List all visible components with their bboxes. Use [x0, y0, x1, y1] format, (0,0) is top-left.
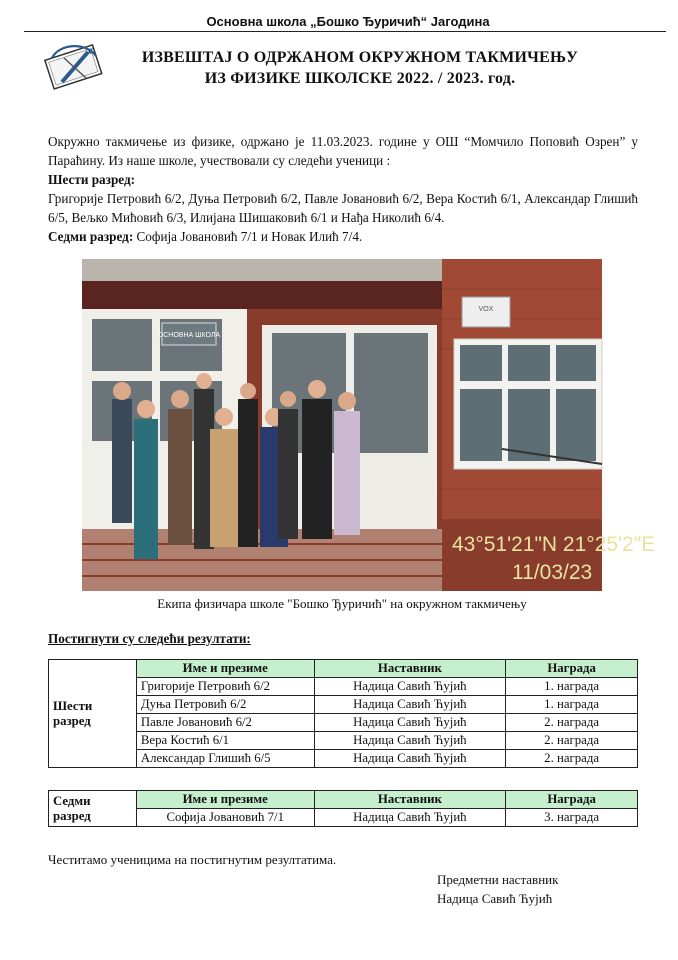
- ac-brand: VOX: [478, 306, 494, 313]
- signature-block: [437, 870, 558, 908]
- header-teacher: Наставник: [314, 660, 506, 678]
- sixth-grade-label: Шести разред:: [48, 172, 136, 187]
- table-row: [49, 678, 638, 696]
- table-row: [49, 732, 638, 750]
- sixth-grade-label-line-2: разред: [53, 713, 91, 728]
- header-teacher: Наставник: [314, 791, 506, 809]
- header-name: Име и презиме: [136, 791, 314, 809]
- student-name: Софија Јовановић 7/1: [136, 809, 314, 827]
- sixth-grade-label-line-1: Шести: [53, 698, 93, 713]
- header-divider: [24, 31, 666, 32]
- gps-stamp: 43°51'21"N 21°25'2"E: [452, 533, 656, 556]
- student-name: Павле Јовановић 6/2: [136, 714, 314, 732]
- award: 2. награда: [506, 750, 638, 768]
- award: 1. награда: [506, 678, 638, 696]
- student-name: Вера Костић 6/1: [136, 732, 314, 750]
- table-row: [49, 714, 638, 732]
- teacher-name: Надица Савић Ћујић: [314, 678, 506, 696]
- sixth-grade-students: Григорије Петровић 6/2, Дуња Петровић 6/2, Павле Јовановић 6/2, Вера Костић 6/1, Александар Глишић 6/5, Вељко Мићовић 6/3, Илијана Шишаковић 6/1 и Нађа Николић 6/4.: [48, 191, 638, 225]
- photo-caption: Екипа физичара школе "Бошко Ђуричић" на окружном такмичењу: [157, 596, 527, 611]
- team-photo: [82, 259, 656, 591]
- award: 1. награда: [506, 696, 638, 714]
- date-stamp: 11/03/23: [512, 561, 593, 584]
- student-name: Григорије Петровић 6/2: [136, 678, 314, 696]
- seventh-grade-label-line-2: разред: [53, 808, 91, 823]
- award: 2. награда: [506, 732, 638, 750]
- teacher-name: Надица Савић Ћујић: [314, 750, 506, 768]
- student-name: Дуња Петровић 6/2: [136, 696, 314, 714]
- table-row: [49, 809, 638, 827]
- document-title: [120, 47, 600, 89]
- header-award: Награда: [506, 791, 638, 809]
- award: 2. награда: [506, 714, 638, 732]
- school-header: Основна школа „Бошко Ђуричић“ Јагодина: [206, 14, 490, 29]
- title-line-2: ИЗ ФИЗИКЕ ШКОЛСКЕ 2022. / 2023. год.: [204, 70, 516, 87]
- seventh-grade-label: Седми разред:: [48, 229, 134, 244]
- student-name: Александар Глишић 6/5: [136, 750, 314, 768]
- header-name: Име и презиме: [136, 660, 314, 678]
- results-heading: Постигнути су следећи резултати:: [48, 631, 251, 646]
- teacher-name: Надица Савић Ћујић: [314, 732, 506, 750]
- photo-sign: ОСНОВНА ШКОЛА: [157, 332, 221, 339]
- congratulations-text: Честитамо ученицима на постигнутим резултатима.: [48, 852, 337, 867]
- sixth-grade-table: [48, 659, 638, 768]
- seventh-grade-table: [48, 790, 638, 827]
- signature-role: Предметни наставник: [437, 872, 559, 887]
- intro-text: [48, 132, 638, 246]
- seventh-grade-label-line-1: Седми: [53, 793, 91, 808]
- table-header-row: [49, 660, 638, 678]
- school-logo: [40, 38, 106, 94]
- header-award: Награда: [506, 660, 638, 678]
- title-line-1: ИЗВЕШТАЈ О ОДРЖАНОМ ОКРУЖНОМ ТАКМИЧЕЊУ: [141, 49, 579, 66]
- table-row: [49, 750, 638, 768]
- intro-paragraph: Окружно такмичење из физике, одржано је 11.03.2023. године у ОШ “Момчило Поповић Озрен” у Параћину. Из наше школе, учествовали су следећи ученици :: [48, 134, 638, 168]
- teacher-name: Надица Савић Ћујић: [314, 809, 506, 827]
- teacher-name: Надица Савић Ћујић: [314, 714, 506, 732]
- seventh-grade-cell: [49, 791, 137, 827]
- table-header-row: [49, 791, 638, 809]
- signature-name: Надица Савић Ћујић: [437, 891, 553, 906]
- seventh-grade-students: Софија Јовановић 7/1 и Новак Илић 7/4.: [133, 229, 363, 244]
- teacher-name: Надица Савић Ћујић: [314, 696, 506, 714]
- award: 3. награда: [506, 809, 638, 827]
- sixth-grade-cell: [49, 660, 137, 768]
- table-row: [49, 696, 638, 714]
